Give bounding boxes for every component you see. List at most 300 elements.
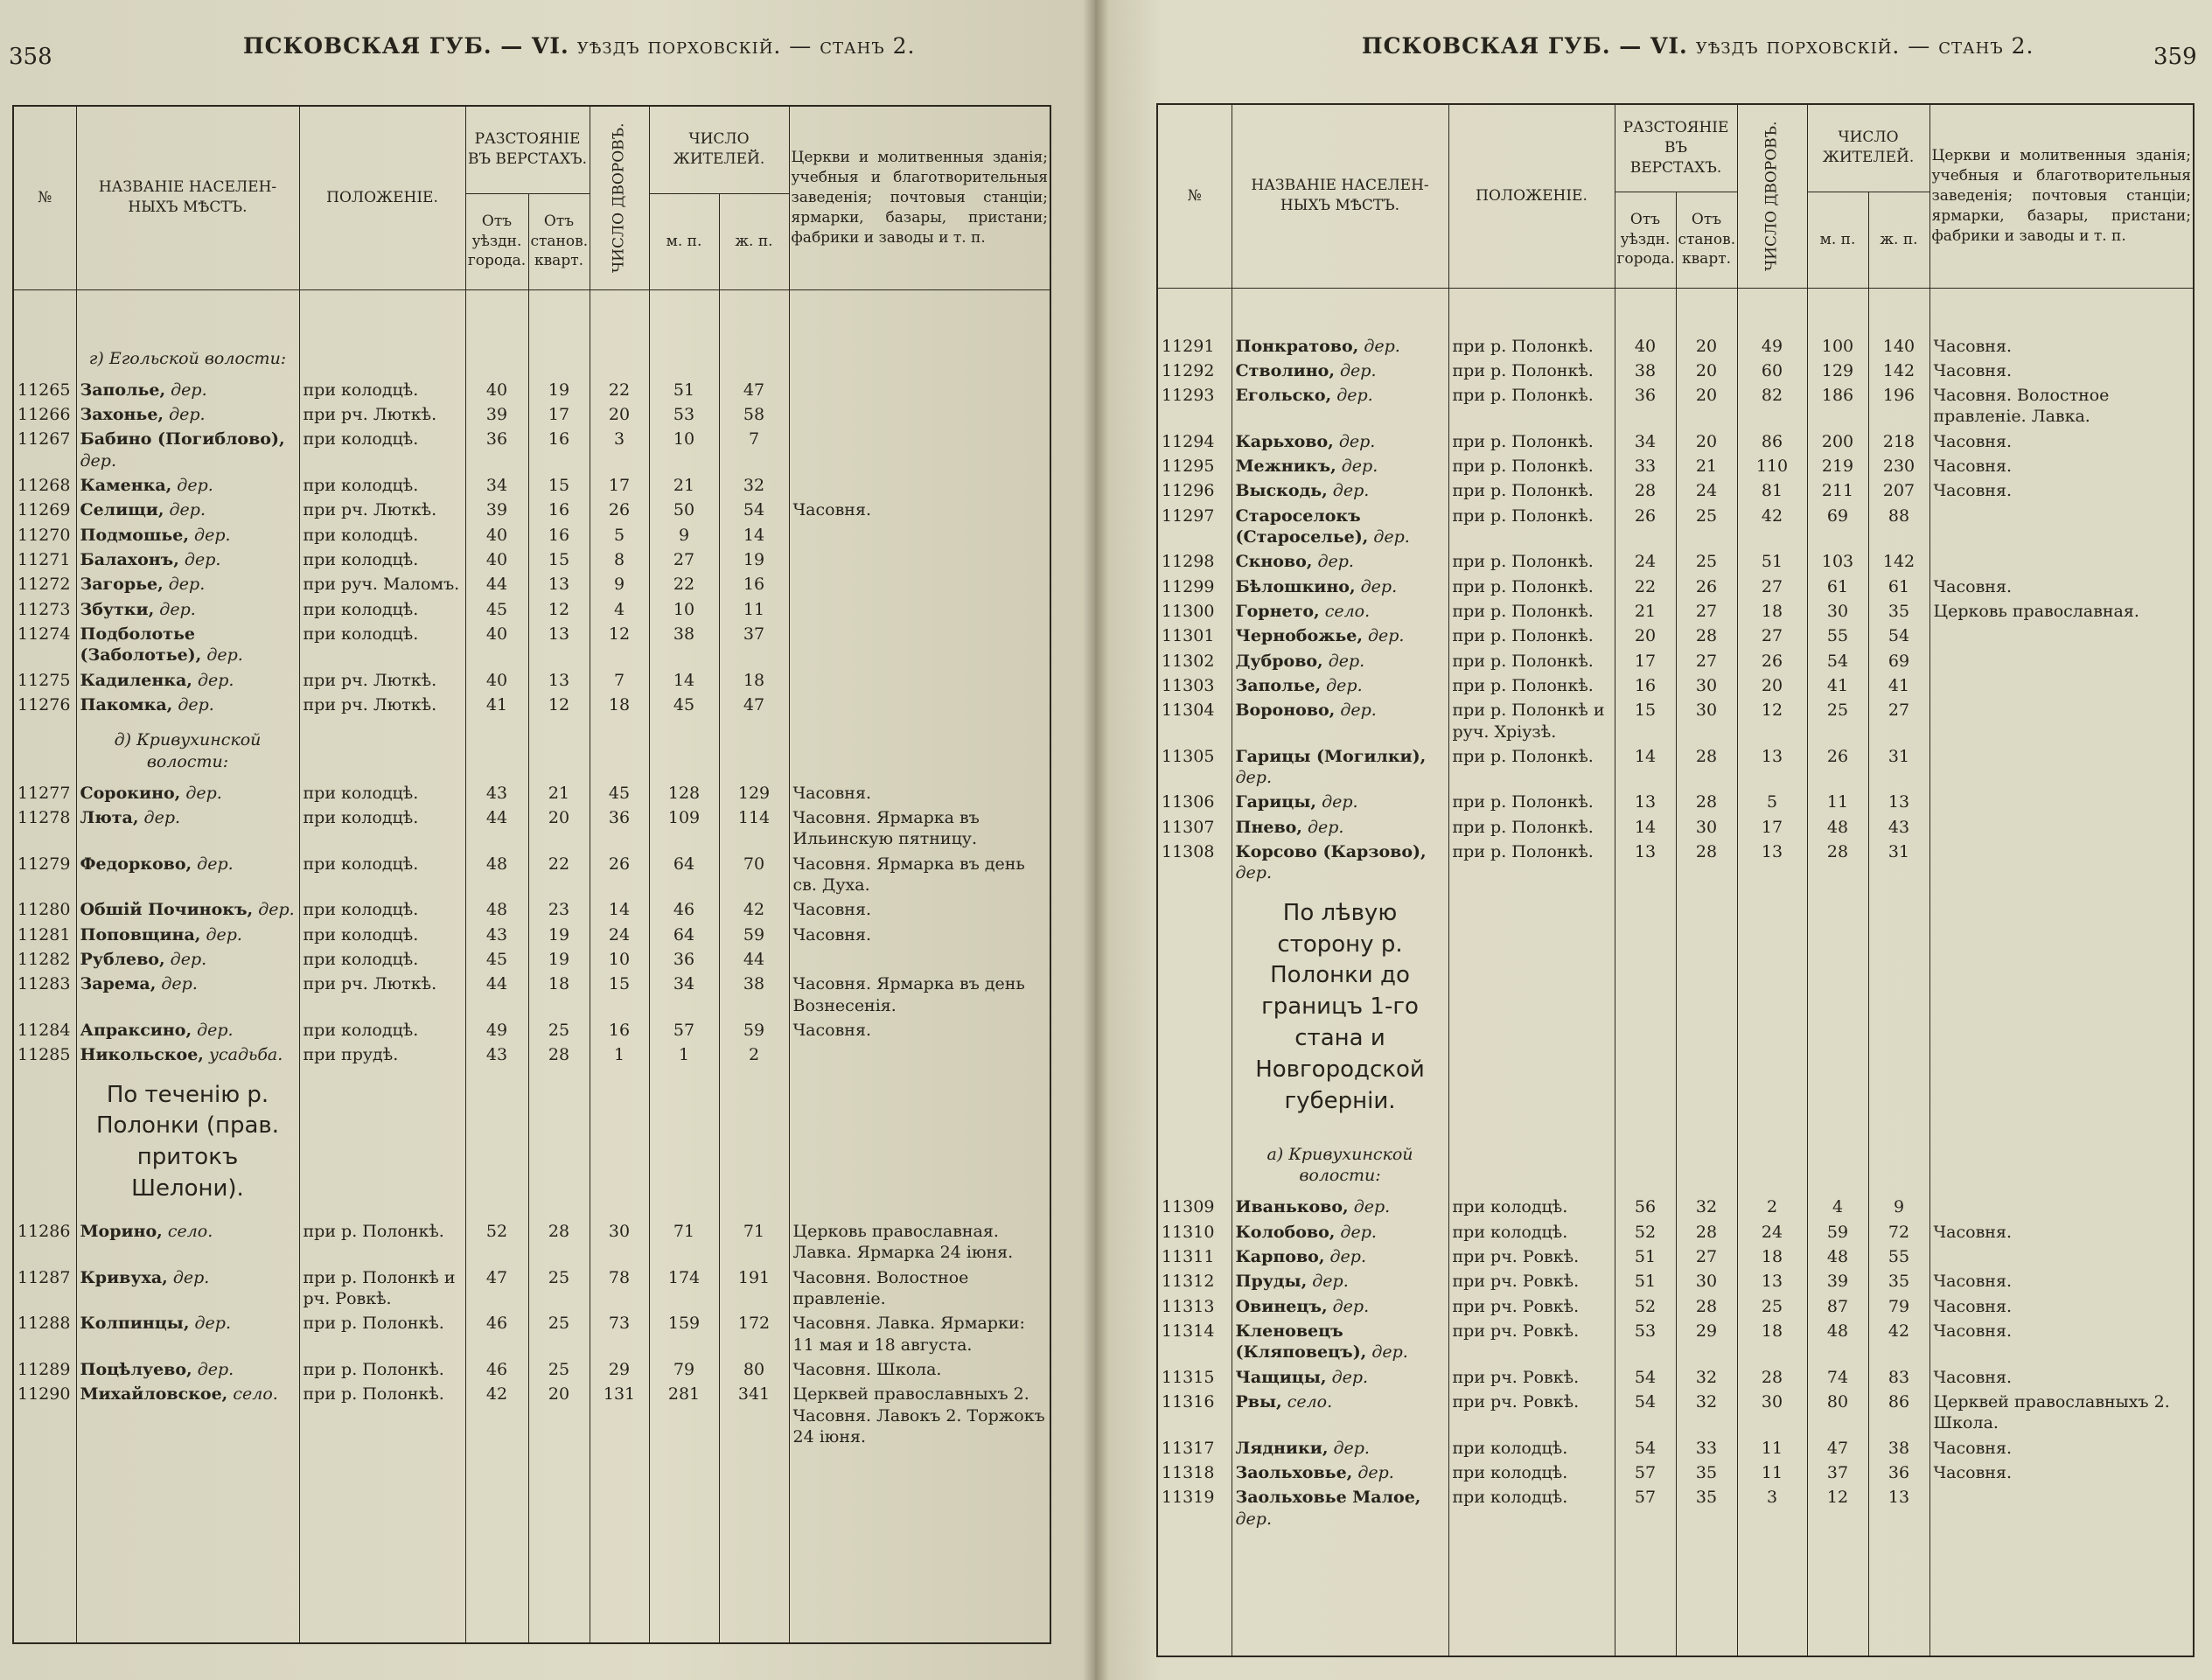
place-name: Морино, [80, 1222, 163, 1242]
dist-city-cell: 40 [1615, 334, 1676, 359]
position-cell: при р. Полонкѣ. [299, 1357, 465, 1382]
place-name-cell [76, 897, 299, 922]
place-name-cell [1232, 1319, 1448, 1365]
row-number: 11317 [1157, 1436, 1232, 1460]
table-row [13, 523, 1050, 547]
male-cell: 10 [649, 427, 719, 473]
row-number: 11275 [13, 668, 76, 693]
place-name-cell [1232, 478, 1448, 503]
male-cell: 79 [649, 1357, 719, 1382]
row-number: 11280 [13, 897, 76, 922]
table-row [1157, 1390, 2194, 1436]
place-name-cell [1232, 698, 1448, 744]
female-cell: 69 [1868, 649, 1929, 673]
running-head-left [243, 33, 915, 59]
female-cell: 47 [719, 693, 789, 717]
dist-city-cell: 21 [1615, 599, 1676, 624]
dist-stan-cell: 28 [1676, 790, 1737, 814]
female-cell: 13 [1868, 1485, 1929, 1531]
section-heading-row [1157, 886, 2194, 1132]
row-number: 11300 [1157, 599, 1232, 624]
position-cell: при р. Полонкѣ. [1448, 383, 1615, 429]
female-cell: 19 [719, 547, 789, 572]
position-cell: при колодцѣ. [1448, 1460, 1615, 1485]
position-cell: при р. Полонкѣ. [1448, 599, 1615, 624]
col-name-header: НАЗВАНІЕ НАСЕЛЕН- НЫХЪ МѢСТЪ. [76, 106, 299, 289]
yards-cell: 20 [590, 402, 649, 427]
yards-cell: 49 [1737, 334, 1807, 359]
row-number: 11298 [1157, 549, 1232, 574]
col-yards-header: ЧИСЛО ДВОРОВЪ. [1737, 104, 1807, 288]
male-cell: 1 [649, 1042, 719, 1067]
table-row [1157, 698, 2194, 744]
position-cell: при колодцѣ. [299, 547, 465, 572]
table-spacer-row [1157, 288, 2194, 334]
male-cell: 200 [1807, 429, 1868, 454]
blank-cell [299, 1068, 465, 1220]
table-filler-row [1157, 1531, 2194, 1656]
notes-cell: Часовня. [1929, 478, 2194, 503]
notes-cell: Часовня. Волостное правленіе. Лавка. [1929, 383, 2194, 429]
notes-cell [1929, 649, 2194, 673]
place-name: Стволино, [1235, 360, 1335, 380]
notes-cell: Часовня. Ярмарка въ Ильинскую пятницу. [789, 805, 1050, 852]
row-number: 11269 [13, 498, 76, 522]
male-cell: 128 [649, 781, 719, 805]
dist-city-cell: 15 [1615, 698, 1676, 744]
yards-cell: 26 [1737, 649, 1807, 673]
place-type: дер. [1340, 360, 1377, 380]
position-cell: при колодцѣ. [299, 947, 465, 972]
position-cell: при р. Полонкѣ. [1448, 673, 1615, 698]
female-cell: 142 [1868, 549, 1929, 574]
row-number: 11295 [1157, 454, 1232, 478]
yards-cell: 1 [590, 1042, 649, 1067]
table-row [1157, 1244, 2194, 1269]
dist-stan-cell: 19 [528, 378, 590, 402]
register-table-right [1156, 103, 2195, 1657]
position-cell: при рч. Ровкѣ. [1448, 1244, 1615, 1269]
place-type: дер. [185, 783, 222, 803]
dist-city-cell: 54 [1615, 1365, 1676, 1390]
section-heading: По теченію р. Полонки (прав. притокъ Шелони). [76, 1068, 299, 1220]
position-cell: при колодцѣ. [299, 378, 465, 402]
table-row [1157, 790, 2194, 814]
notes-cell: Часовня. Лавка. Ярмарки: 11 мая и 18 августа. [789, 1311, 1050, 1357]
page-number-right: 359 [2153, 44, 2197, 70]
place-name-cell [1232, 334, 1448, 359]
male-cell: 61 [1807, 575, 1868, 599]
place-name: Пнево, [1235, 817, 1302, 837]
dist-city-cell: 44 [465, 805, 528, 852]
table-row [13, 1265, 1050, 1312]
running-head-right [1362, 33, 2034, 59]
male-cell: 45 [649, 693, 719, 717]
blank-cell [13, 1068, 76, 1220]
male-cell: 103 [1807, 549, 1868, 574]
position-cell: при колодцѣ. [299, 473, 465, 498]
dist-city-cell: 33 [1615, 454, 1676, 478]
male-cell: 64 [649, 852, 719, 898]
running-head-num: VI. [531, 33, 569, 59]
table-row [1157, 1269, 2194, 1293]
yards-cell: 3 [1737, 1485, 1807, 1531]
place-name-cell [76, 1311, 299, 1357]
dist-stan-cell: 17 [528, 402, 590, 427]
blank-cell [1868, 886, 1929, 1132]
row-number: 11281 [13, 923, 76, 947]
table-row [13, 1357, 1050, 1382]
row-number: 11291 [1157, 334, 1232, 359]
female-cell: 83 [1868, 1365, 1929, 1390]
row-number: 11293 [1157, 383, 1232, 429]
yards-cell: 2 [1737, 1195, 1807, 1219]
col-male-header: м. п. [649, 193, 719, 289]
place-name-cell [1232, 790, 1448, 814]
dist-city-cell: 17 [1615, 649, 1676, 673]
dist-city-cell: 48 [465, 852, 528, 898]
blank-cell [1615, 886, 1676, 1132]
place-name-cell [76, 427, 299, 473]
place-type: дер. [206, 924, 242, 945]
blank-cell [299, 336, 465, 378]
row-number: 11310 [1157, 1220, 1232, 1244]
place-name: Заполье, [1235, 675, 1322, 695]
yards-cell: 3 [590, 427, 649, 473]
notes-cell: Часовня. [1929, 334, 2194, 359]
dist-stan-cell: 23 [528, 897, 590, 922]
dist-stan-cell: 30 [1676, 673, 1737, 698]
notes-cell [789, 597, 1050, 622]
row-number: 11277 [13, 781, 76, 805]
position-cell: при колодцѣ. [299, 1018, 465, 1042]
dist-city-cell: 41 [465, 693, 528, 717]
blank-cell [1737, 886, 1807, 1132]
place-name-cell [1232, 649, 1448, 673]
dist-city-cell: 24 [1615, 549, 1676, 574]
male-cell: 46 [649, 897, 719, 922]
place-name: Люта, [80, 808, 139, 828]
row-number: 11302 [1157, 649, 1232, 673]
dist-stan-cell: 20 [528, 1382, 590, 1449]
yards-cell: 78 [590, 1265, 649, 1312]
place-type: дер. [1326, 675, 1363, 695]
blank-cell [789, 336, 1050, 378]
table-row [1157, 429, 2194, 454]
notes-cell: Церквей православныхъ 2. Часовня. Лавокъ 2. Торжокъ 24 іюня. [789, 1382, 1050, 1449]
female-cell: 38 [1868, 1436, 1929, 1460]
filler-cell [528, 1449, 590, 1643]
place-type: дер. [161, 974, 198, 994]
dist-stan-cell: 16 [528, 427, 590, 473]
yards-cell: 18 [1737, 1319, 1807, 1365]
place-name-cell [76, 498, 299, 522]
spacer-cell [528, 289, 590, 336]
place-type: дер. [1338, 431, 1376, 451]
col-position-header: ПОЛОЖЕНІЕ. [299, 106, 465, 289]
running-head-stan: — станъ 2. [1900, 33, 2034, 59]
place-name: Поцѣлуево, [80, 1359, 192, 1379]
dist-city-cell: 43 [465, 1042, 528, 1067]
place-name: Федорково, [80, 854, 192, 874]
dist-stan-cell: 13 [528, 622, 590, 668]
dist-stan-cell: 20 [1676, 429, 1737, 454]
place-name-cell [76, 947, 299, 972]
table-row [13, 572, 1050, 596]
male-cell: 87 [1807, 1294, 1868, 1319]
male-cell: 4 [1807, 1195, 1868, 1219]
dist-stan-cell: 32 [1676, 1390, 1737, 1436]
position-cell: при колодцѣ. [1448, 1195, 1615, 1219]
dist-stan-cell: 26 [1676, 575, 1737, 599]
dist-stan-cell: 22 [528, 852, 590, 898]
filler-cell [1868, 1531, 1929, 1656]
row-number: 11299 [1157, 575, 1232, 599]
position-cell: при р. Полонкѣ. [1448, 478, 1615, 503]
yards-cell: 28 [1737, 1365, 1807, 1390]
place-name: Поповщина, [80, 924, 201, 945]
notes-cell: Церковь православная. Лавка. Ярмарка 24 іюня. [789, 1219, 1050, 1265]
notes-cell [789, 427, 1050, 473]
male-cell: 12 [1807, 1485, 1868, 1531]
dist-city-cell: 46 [465, 1311, 528, 1357]
dist-city-cell: 36 [1615, 383, 1676, 429]
row-number: 11283 [13, 972, 76, 1018]
table-row [13, 972, 1050, 1018]
place-name: Чернобожье, [1235, 626, 1363, 646]
notes-cell [1929, 624, 2194, 648]
row-number: 11319 [1157, 1485, 1232, 1531]
dist-stan-cell: 20 [1676, 383, 1737, 429]
place-type: дер. [1336, 386, 1373, 406]
female-cell: 72 [1868, 1220, 1929, 1244]
yards-cell: 60 [1737, 359, 1807, 383]
yards-cell: 17 [590, 473, 649, 498]
male-cell: 48 [1807, 815, 1868, 840]
yards-cell: 18 [1737, 599, 1807, 624]
notes-cell: Часовня. [789, 923, 1050, 947]
dist-stan-cell: 16 [528, 498, 590, 522]
filler-cell [590, 1449, 649, 1643]
spacer-cell [299, 289, 465, 336]
row-number: 11312 [1157, 1269, 1232, 1293]
row-number: 11272 [13, 572, 76, 596]
yards-cell: 16 [590, 1018, 649, 1042]
place-type: село. [233, 1384, 278, 1405]
yards-cell: 7 [590, 668, 649, 693]
notes-cell [789, 378, 1050, 402]
table-row [1157, 575, 2194, 599]
yards-cell: 24 [590, 923, 649, 947]
place-type: дер. [1307, 817, 1344, 837]
male-cell: 281 [649, 1382, 719, 1449]
table-row [1157, 549, 2194, 574]
notes-cell [789, 523, 1050, 547]
dist-city-cell: 14 [1615, 815, 1676, 840]
position-cell: при колодцѣ. [299, 622, 465, 668]
place-name-cell [1232, 599, 1448, 624]
yards-cell: 8 [590, 547, 649, 572]
notes-cell [1929, 698, 2194, 744]
place-type: дер. [1340, 1222, 1377, 1242]
dist-stan-cell: 12 [528, 597, 590, 622]
table-row [13, 805, 1050, 852]
place-type: дер. [197, 854, 234, 874]
dist-stan-cell: 15 [528, 547, 590, 572]
female-cell: 42 [719, 897, 789, 922]
place-name-cell [76, 473, 299, 498]
place-name-cell [76, 1018, 299, 1042]
filler-cell [1676, 1531, 1737, 1656]
dist-city-cell: 14 [1615, 744, 1676, 791]
dist-city-cell: 13 [1615, 790, 1676, 814]
row-number: 11314 [1157, 1319, 1232, 1365]
dist-city-cell: 52 [1615, 1220, 1676, 1244]
place-name-cell [76, 1042, 299, 1067]
yards-cell: 24 [1737, 1220, 1807, 1244]
dist-stan-cell: 32 [1676, 1365, 1737, 1390]
notes-cell [789, 947, 1050, 972]
male-cell: 21 [649, 473, 719, 498]
place-name: Подмошье, [80, 525, 189, 545]
dist-city-cell: 40 [465, 622, 528, 668]
row-number: 11265 [13, 378, 76, 402]
dist-city-cell: 57 [1615, 1485, 1676, 1531]
notes-cell [1929, 504, 2194, 550]
place-type: дер. [1332, 1296, 1370, 1316]
yards-cell: 26 [590, 852, 649, 898]
blank-cell [590, 717, 649, 781]
yards-cell: 13 [1737, 744, 1807, 791]
dist-city-cell: 36 [465, 427, 528, 473]
notes-cell [789, 473, 1050, 498]
dist-city-cell: 51 [1615, 1269, 1676, 1293]
dist-stan-cell: 16 [528, 523, 590, 547]
table-row [1157, 504, 2194, 550]
blank-cell [299, 717, 465, 781]
male-cell: 50 [649, 498, 719, 522]
position-cell: при р. Полонкѣ. [299, 1311, 465, 1357]
place-name-cell [1232, 1485, 1448, 1531]
female-cell: 16 [719, 572, 789, 596]
yards-cell: 131 [590, 1382, 649, 1449]
place-name: Балахонъ, [80, 550, 179, 569]
female-cell: 18 [719, 668, 789, 693]
dist-stan-cell: 28 [1676, 624, 1737, 648]
dist-stan-cell: 21 [528, 781, 590, 805]
yards-cell: 12 [590, 622, 649, 668]
row-number: 11286 [13, 1219, 76, 1265]
table-row [13, 852, 1050, 898]
spacer-cell [1868, 288, 1929, 334]
table-row [1157, 454, 2194, 478]
place-type: дер. [1340, 701, 1377, 721]
col-dist-city-header: Отъ уѣздн. города. [1615, 192, 1676, 288]
spacer-cell [1448, 288, 1615, 334]
dist-city-cell: 57 [1615, 1460, 1676, 1485]
place-name: Подболотье (Заболотье), [80, 624, 202, 666]
female-cell: 88 [1868, 504, 1929, 550]
dist-stan-cell: 28 [528, 1042, 590, 1067]
spacer-cell [76, 289, 299, 336]
female-cell: 140 [1868, 334, 1929, 359]
blank-cell [528, 717, 590, 781]
female-cell: 14 [719, 523, 789, 547]
position-cell: при колодцѣ. [299, 852, 465, 898]
dist-stan-cell: 25 [528, 1018, 590, 1042]
row-number: 11282 [13, 947, 76, 972]
row-number: 11278 [13, 805, 76, 852]
place-name: Заполье, [80, 380, 166, 400]
dist-stan-cell: 13 [528, 572, 590, 596]
dist-city-cell: 45 [465, 597, 528, 622]
dist-stan-cell: 25 [528, 1357, 590, 1382]
female-cell: 37 [719, 622, 789, 668]
female-cell: 196 [1868, 383, 1929, 429]
place-name: Бабино (Погиблово), [80, 429, 285, 450]
place-name: Вороново, [1235, 701, 1336, 721]
yards-cell: 17 [1737, 815, 1807, 840]
yards-cell: 12 [1737, 698, 1807, 744]
blank-cell [1868, 1132, 1929, 1196]
place-name-cell [76, 622, 299, 668]
position-cell: при р. Полонкѣ. [1448, 744, 1615, 791]
col-distance-header: РАЗСТОЯНІЕ ВЪ ВЕРСТАХЪ. [1615, 104, 1737, 192]
place-name-cell [1232, 1365, 1448, 1390]
col-population-header: ЧИСЛО ЖИТЕЛЕЙ. [1807, 104, 1929, 192]
blank-cell [1676, 886, 1737, 1132]
dist-city-cell: 44 [465, 572, 528, 596]
notes-cell: Церковь православная. [1929, 599, 2194, 624]
place-type: дер. [177, 476, 213, 496]
position-cell: при р. Полонкѣ. [1448, 549, 1615, 574]
place-name-cell [1232, 1460, 1448, 1485]
dist-stan-cell: 13 [528, 668, 590, 693]
place-name-cell [76, 852, 299, 898]
dist-city-cell: 16 [1615, 673, 1676, 698]
notes-cell: Часовня. [1929, 1294, 2194, 1319]
place-name-cell [76, 523, 299, 547]
row-number: 11309 [1157, 1195, 1232, 1219]
col-notes-header: Церкви и молитвенныя зданія; учебныя и благотворительныя заведенія; почтовыя станціи; ярмарки, базары, пристани; фабрики и заводы и т. п. [789, 106, 1050, 289]
female-cell: 71 [719, 1219, 789, 1265]
place-name-cell [1232, 673, 1448, 698]
dist-city-cell: 22 [1615, 575, 1676, 599]
row-number: 11284 [13, 1018, 76, 1042]
blank-cell [719, 336, 789, 378]
spacer-cell [649, 289, 719, 336]
female-cell: 2 [719, 1042, 789, 1067]
yards-cell: 18 [1737, 1244, 1807, 1269]
yards-cell: 110 [1737, 454, 1807, 478]
female-cell: 41 [1868, 673, 1929, 698]
notes-cell [1929, 790, 2194, 814]
place-name: Захонье, [80, 405, 164, 425]
position-cell: при р. Полонкѣ. [1448, 815, 1615, 840]
notes-cell [1929, 1195, 2194, 1219]
male-cell: 48 [1807, 1319, 1868, 1365]
female-cell: 32 [719, 473, 789, 498]
male-cell: 59 [1807, 1220, 1868, 1244]
male-cell: 80 [1807, 1390, 1868, 1436]
place-name-cell [76, 781, 299, 805]
table-spacer-row [13, 289, 1050, 336]
table-row [13, 1382, 1050, 1449]
female-cell: 38 [719, 972, 789, 1018]
notes-cell: Часовня. Школа. [789, 1357, 1050, 1382]
place-name-cell [1232, 575, 1448, 599]
place-type: дер. [1333, 1438, 1370, 1458]
